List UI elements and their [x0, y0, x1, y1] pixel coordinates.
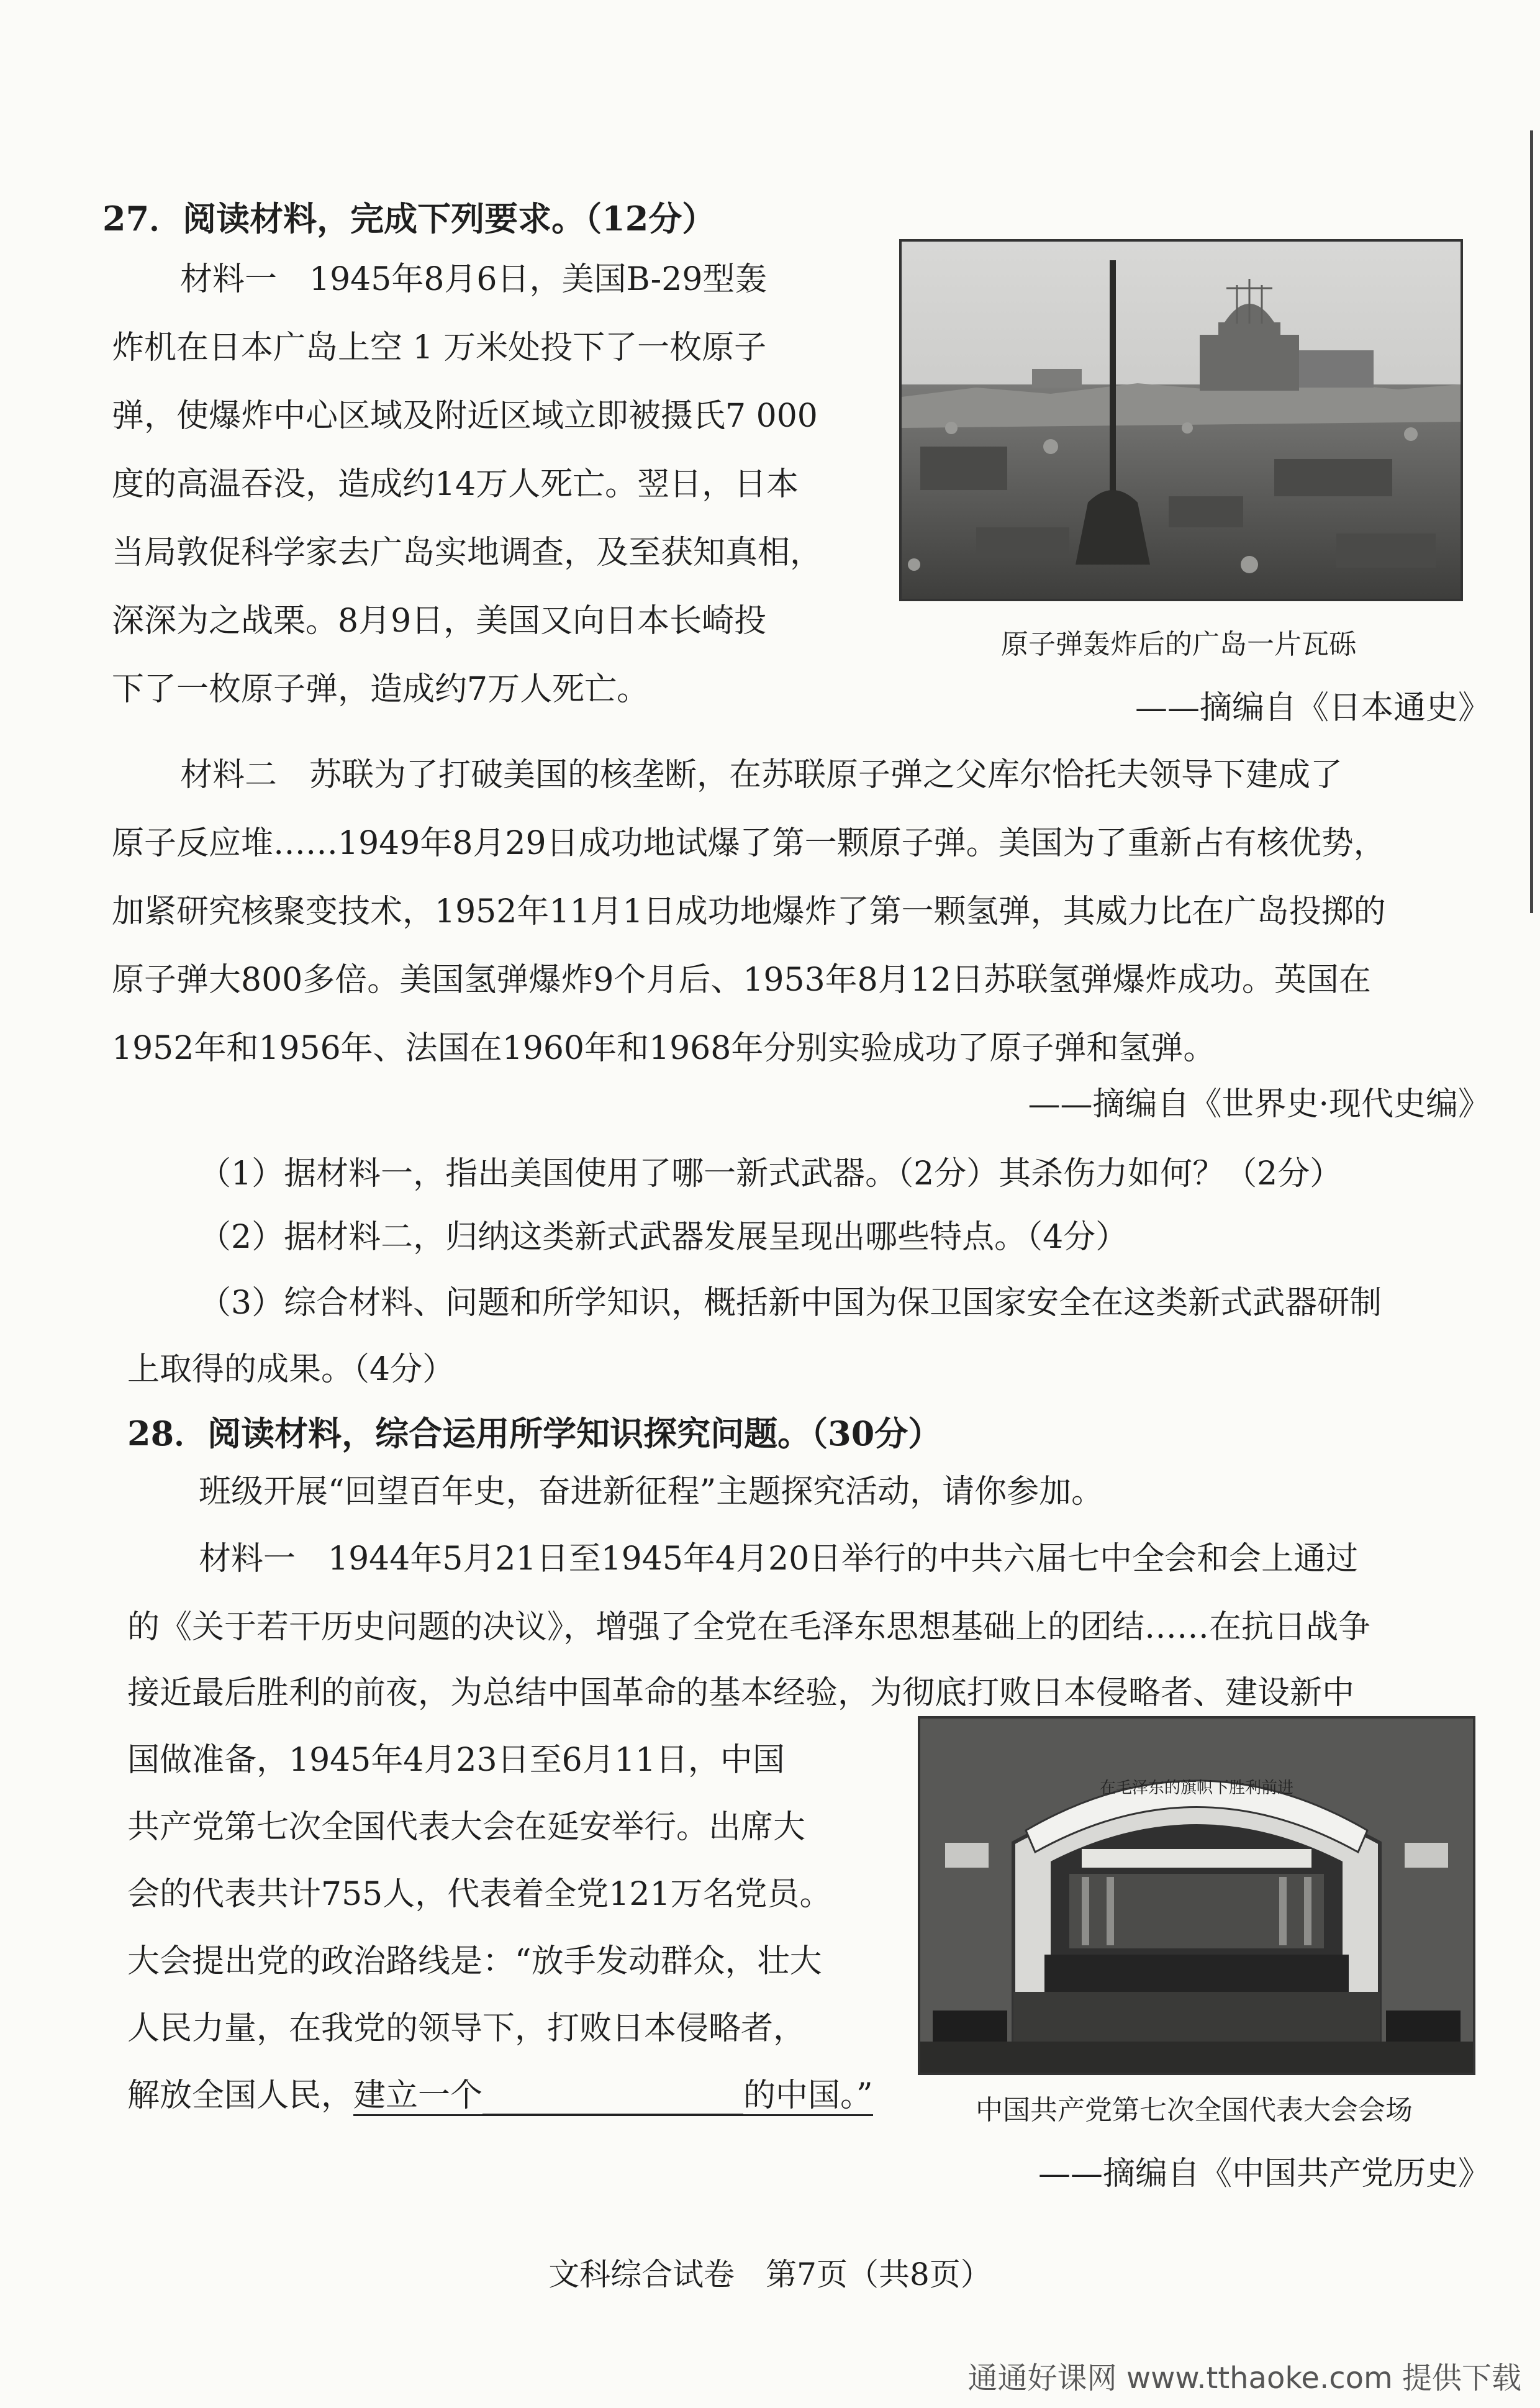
- q27-m2-line: 材料二 苏联为了打破美国的核垄断，在苏联原子弹之父库尔恰托夫领导下建成了: [180, 756, 1343, 794]
- seventh-congress-hall-photo: [918, 1716, 1475, 2075]
- q27-m2-line: 1952年和1956年、法国在1960年和1968年分别实验成功了原子弹和氢弹。: [112, 1030, 1216, 1067]
- q28-m1-line: 国做准备，1945年4月23日至6月11日，中国: [127, 1742, 785, 1779]
- q27-m1-line: 深深为之战栗。8月9日，美国又向日本长崎投: [112, 602, 767, 640]
- q28-intro: 班级开展“回望百年史，奋进新征程”主题探究活动，请你参加。: [199, 1473, 1104, 1511]
- fill-in-blank[interactable]: [353, 2077, 873, 2116]
- q27-m1-line: 度的高温吞没，造成约14万人死亡。翌日，日本: [112, 466, 799, 503]
- q28-m1-line: 会的代表共计755人，代表着全党121万名党员。: [127, 1876, 832, 1913]
- q27-question-1: （1）据材料一，指出美国使用了哪一新式武器。（2分）其杀伤力如何？（2分）: [199, 1155, 1343, 1193]
- q27-question-2: （2）据材料二，归纳这类新式武器发展呈现出哪些特点。（4分）: [199, 1219, 1128, 1256]
- q27-m1-line: 炸机在日本广岛上空 1 万米处投下了一枚原子: [112, 329, 767, 366]
- q28-m1-source: ——摘编自《中国共产党历史》: [1038, 2155, 1490, 2192]
- blank-lead-text: 建立一个: [353, 2077, 483, 2114]
- q27-question-3: （3）综合材料、问题和所学知识，概括新中国为保卫国家安全在这类新式武器研制: [199, 1284, 1382, 1322]
- q28-last-line-start: 解放全国人民，: [127, 2077, 354, 2114]
- q27-m1-line: 弹，使爆炸中心区域及附近区域立即被摄氏7 000: [112, 398, 818, 435]
- q28-m1-line: 接近最后胜利的前夜，为总结中国革命的基本经验，为彻底打败日本侵略者、建设新中: [127, 1674, 1355, 1712]
- q28-m1-line: 人民力量，在我党的领导下，打败日本侵略者，: [127, 2010, 806, 2047]
- q27-m1-line: 下了一枚原子弹，造成约7万人死亡。: [112, 671, 650, 708]
- blank-tail-text: 的中国。”: [743, 2077, 873, 2114]
- hiroshima-ruins-photo: [899, 239, 1463, 601]
- q28-m1-last-line: [127, 2077, 873, 2115]
- congress-photo-caption: 中国共产党第七次全国代表大会会场: [976, 2094, 1413, 2126]
- q28-m1-line: 大会提出党的政治路线是：“放手发动群众，壮大: [127, 1943, 822, 1980]
- q28-m1-line: 的《关于若干历史问题的决议》，增强了全党在毛泽东思想基础上的团结……在抗日战争: [127, 1609, 1371, 1646]
- q27-m2-line: 原子反应堆……1949年8月29日成功地试爆了第一颗原子弹。美国为了重新占有核优势，: [112, 825, 1386, 862]
- q28-m1-line: 材料一 1944年5月21日至1945年4月20日举行的中共六届七中全会和会上通过: [199, 1540, 1359, 1578]
- scan-edge-line: [1530, 130, 1533, 913]
- q27-m2-line: 原子弹大800多倍。美国氢弹爆炸9个月后、1953年8月12日苏联氢弹爆炸成功。英国在: [112, 961, 1371, 999]
- q27-m1-source: ——摘编自《日本通史》: [1135, 689, 1490, 727]
- q28-heading: 28．阅读材料，综合运用所学知识探究问题。（30分）: [127, 1414, 942, 1453]
- hiroshima-photo-caption: 原子弹轰炸后的广岛一片瓦砾: [1001, 629, 1356, 660]
- q27-m2-source: ——摘编自《世界史·现代史编》: [1028, 1086, 1490, 1123]
- q28-m1-line: 共产党第七次全国代表大会在延安举行。出席大: [127, 1809, 806, 1846]
- blank-space: [482, 2086, 743, 2115]
- q27-heading: 27．阅读材料，完成下列要求。（12分）: [102, 199, 716, 239]
- page-footer: 文科综合试卷 第7页（共8页）: [548, 2256, 992, 2292]
- q27-m1-line: 材料一 1945年8月6日，美国B-29型轰: [180, 261, 768, 298]
- watermark: 通通好课网 www.tthaoke.com 提供下载: [967, 2361, 1521, 2396]
- congress-banner-text: 在毛泽东的旗帜下胜利前进: [1099, 1779, 1294, 1797]
- q27-m2-line: 加紧研究核聚变技术，1952年11月1日成功地爆炸了第一颗氢弹，其威力比在广岛投掷的: [112, 893, 1386, 930]
- q27-m1-line: 当局敦促科学家去广岛实地调查，及至获知真相，: [112, 534, 823, 571]
- q27-question-3-cont: 上取得的成果。（4分）: [127, 1351, 455, 1388]
